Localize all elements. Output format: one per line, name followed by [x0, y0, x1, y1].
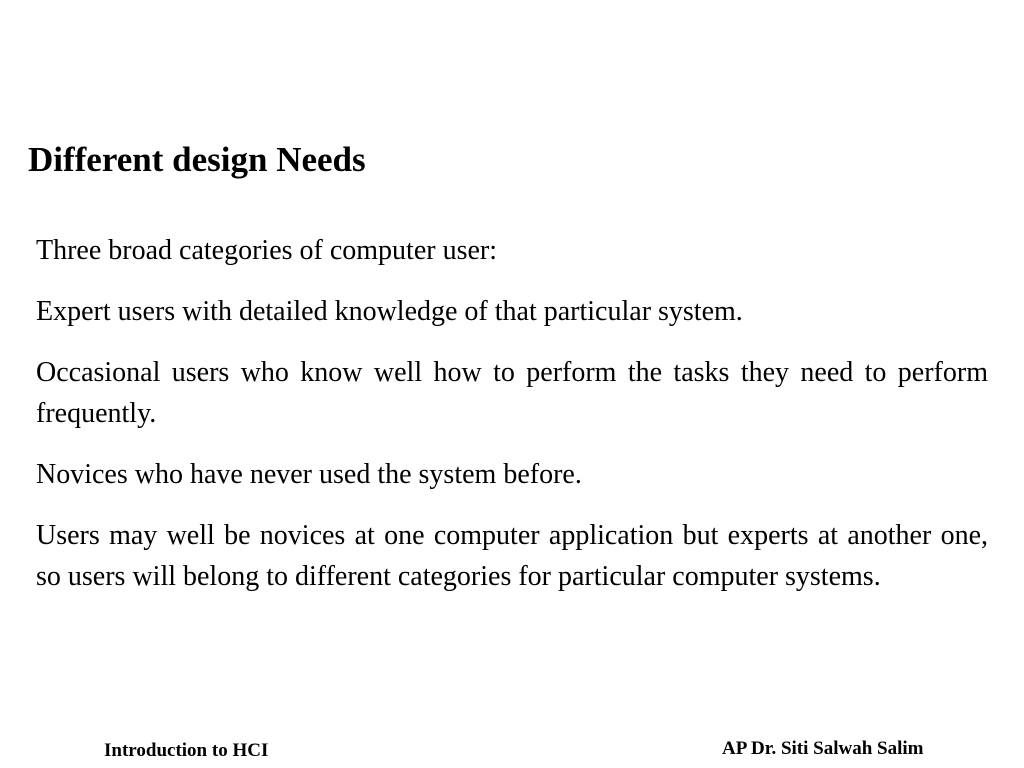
- footer-author-name: AP Dr. Siti Salwah Salim: [722, 738, 924, 759]
- body-paragraph: Expert users with detailed knowledge of that particular system.: [36, 296, 743, 327]
- slide-title: Different design Needs: [28, 140, 366, 179]
- body-paragraph: Three broad categories of computer user:: [36, 235, 498, 266]
- slide-body: [36, 230, 988, 617]
- body-paragraph: Occasional users who know well how to perform the tasks they need to perform frequently.: [36, 357, 988, 429]
- body-paragraph: Novices who have never used the system before.: [36, 459, 582, 490]
- body-paragraph: Users may well be novices at one computer application but experts at another one, so users will belong to different categories for particular computer systems.: [36, 520, 988, 592]
- footer-course-name: Introduction to HCI: [104, 740, 269, 761]
